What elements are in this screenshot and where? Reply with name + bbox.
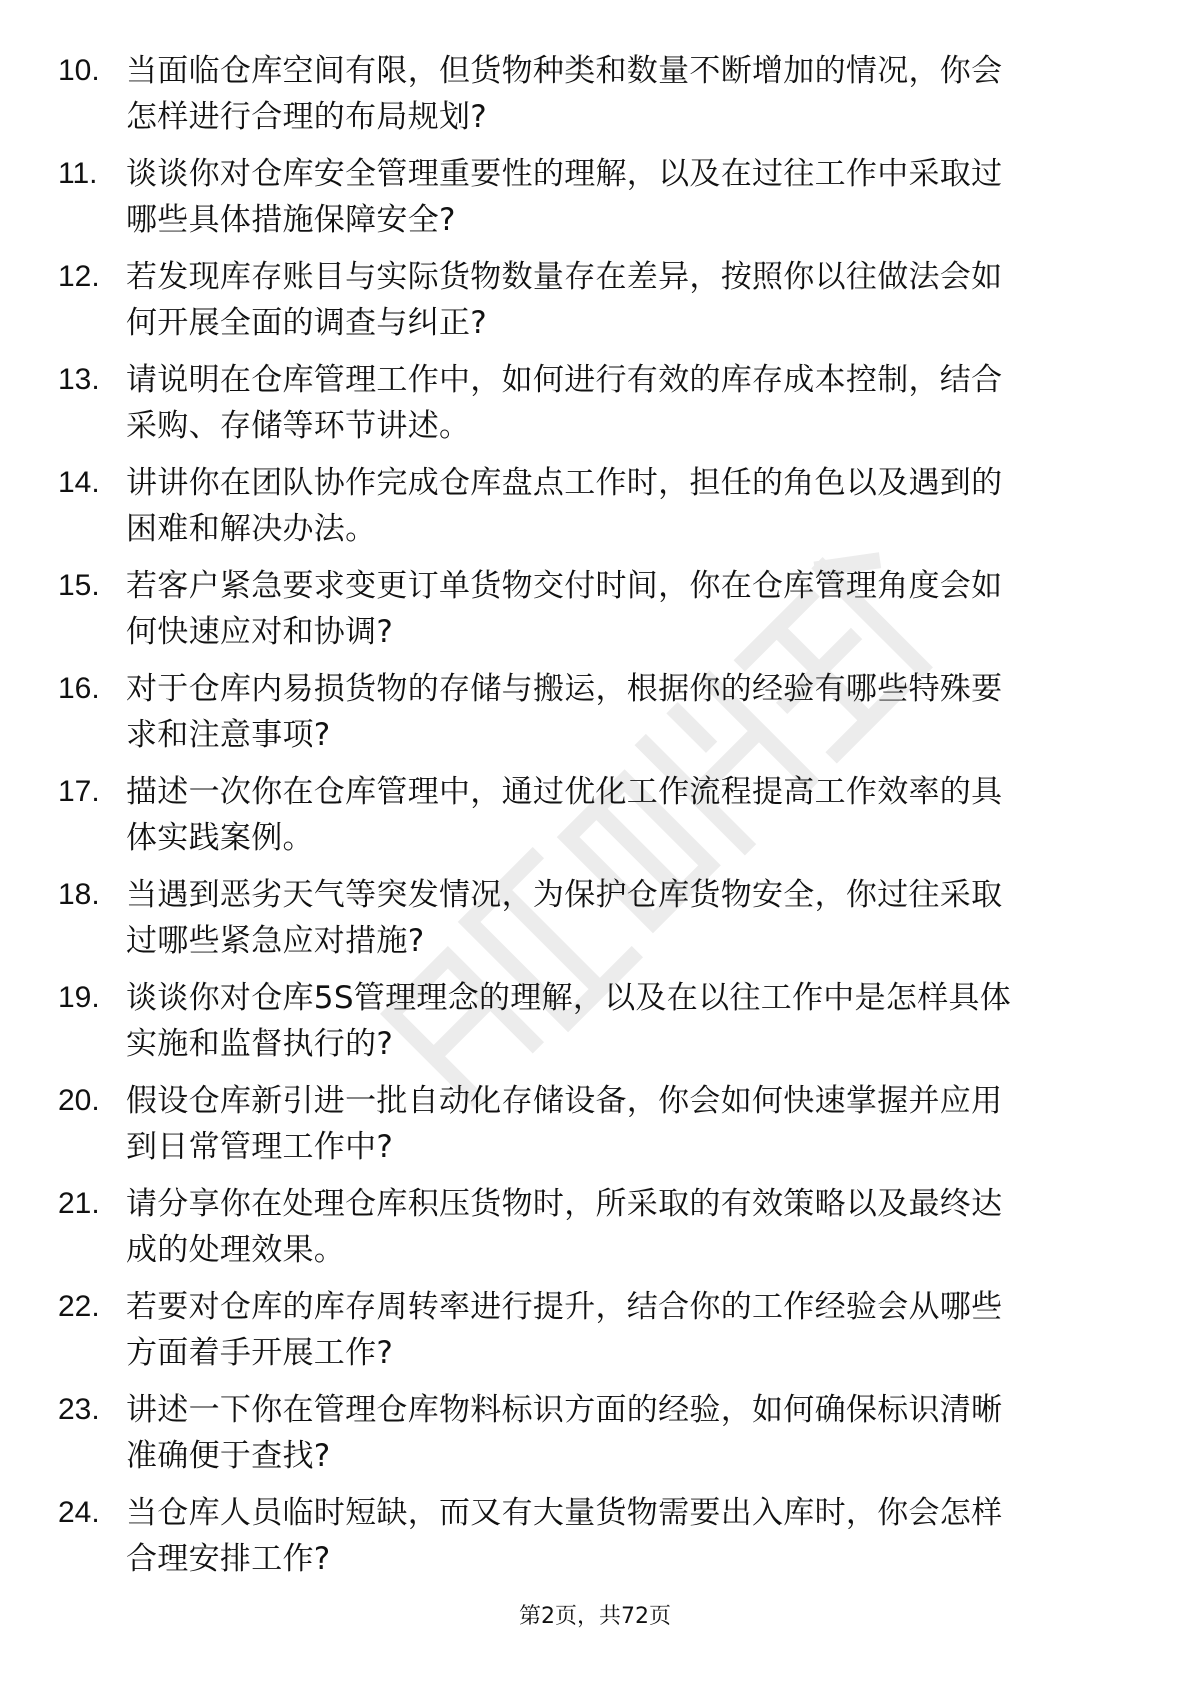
question-item — [58, 254, 1138, 357]
question-item — [58, 151, 1138, 254]
question-number: 22. — [58, 1290, 100, 1323]
question-text: 请分享你在处理仓库积压货物时，所采取的有效策略以及最终达 成的处理效果。 — [126, 1186, 1003, 1268]
question-item — [58, 1387, 1138, 1490]
page-footer — [0, 1602, 1190, 1632]
question-item — [58, 666, 1138, 769]
question-item — [58, 872, 1138, 975]
question-item — [58, 563, 1138, 666]
question-number: 19. — [58, 981, 100, 1014]
question-number: 11. — [58, 157, 98, 190]
question-item — [58, 357, 1138, 460]
question-number: 13. — [58, 363, 100, 396]
question-item — [58, 1490, 1138, 1593]
question-number: 24. — [58, 1496, 100, 1529]
question-text: 讲述一下你在管理仓库物料标识方面的经验，如何确保标识清晰 准确便于查找? — [126, 1392, 1003, 1474]
question-item — [58, 1284, 1138, 1387]
question-text: 当遇到恶劣天气等突发情况，为保护仓库货物安全，你过往采取 过哪些紧急应对措施? — [126, 877, 1003, 959]
question-number: 10. — [58, 54, 100, 87]
question-text: 假设仓库新引进一批自动化存储设备，你会如何快速掌握并应用 到日常管理工作中? — [126, 1083, 1003, 1165]
question-text: 若要对仓库的库存周转率进行提升，结合你的工作经验会从哪些 方面着手开展工作? — [126, 1289, 1003, 1371]
question-text: 谈谈你对仓库5S管理理念的理解，以及在以往工作中是怎样具体 实施和监督执行的? — [126, 980, 1012, 1062]
question-item — [58, 460, 1138, 563]
question-item — [58, 48, 1138, 151]
question-number: 18. — [58, 878, 100, 911]
page-number-label: 第2页，共72页 — [519, 1604, 671, 1629]
question-item — [58, 975, 1138, 1078]
question-number: 15. — [58, 569, 100, 602]
question-item — [58, 769, 1138, 872]
question-text: 对于仓库内易损货物的存储与搬运，根据你的经验有哪些特殊要 求和注意事项? — [126, 671, 1003, 753]
question-item — [58, 1078, 1138, 1181]
question-list — [58, 48, 1138, 1593]
question-text: 当面临仓库空间有限，但货物种类和数量不断增加的情况，你会 怎样进行合理的布局规划? — [126, 53, 1003, 135]
question-number: 12. — [58, 260, 100, 293]
question-text: 讲讲你在团队协作完成仓库盘点工作时，担任的角色以及遇到的 困难和解决办法。 — [126, 465, 1003, 547]
question-text: 当仓库人员临时短缺，而又有大量货物需要出入库时，你会怎样 合理安排工作? — [126, 1495, 1003, 1577]
question-number: 14. — [58, 466, 100, 499]
question-text: 描述一次你在仓库管理中，通过优化工作流程提高工作效率的具 体实践案例。 — [126, 774, 1003, 856]
question-number: 17. — [58, 775, 100, 808]
question-text: 若客户紧急要求变更订单货物交付时间，你在仓库管理角度会如 何快速应对和协调? — [126, 568, 1003, 650]
question-number: 20. — [58, 1084, 100, 1117]
question-text: 若发现库存账目与实际货物数量存在差异，按照你以往做法会如 何开展全面的调查与纠正? — [126, 259, 1003, 341]
question-number: 23. — [58, 1393, 100, 1426]
question-number: 21. — [58, 1187, 100, 1220]
question-item — [58, 1181, 1138, 1284]
question-text: 请说明在仓库管理工作中，如何进行有效的库存成本控制，结合 采购、存储等环节讲述。 — [126, 362, 1003, 444]
question-text: 谈谈你对仓库安全管理重要性的理解，以及在过往工作中采取过 哪些具体措施保障安全? — [126, 156, 1003, 238]
question-number: 16. — [58, 672, 100, 705]
